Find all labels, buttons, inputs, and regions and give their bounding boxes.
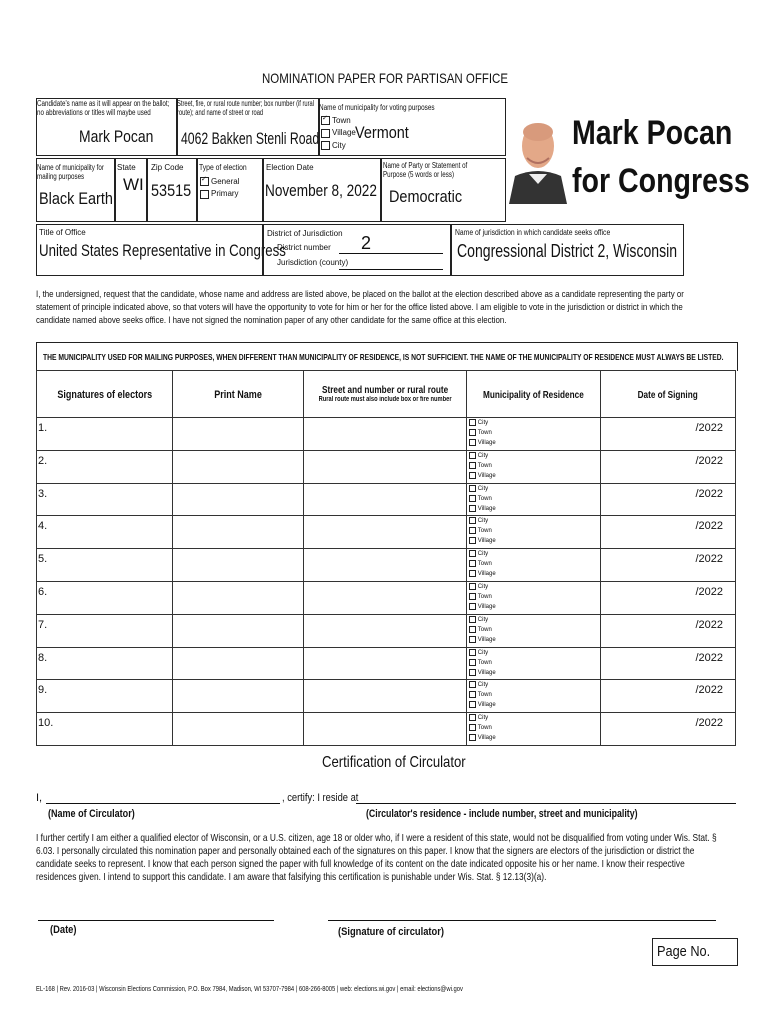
circulator-name-line[interactable] — [46, 803, 280, 804]
signatures-table — [36, 370, 736, 746]
table-row — [37, 680, 736, 713]
date-suffix: /2022 — [695, 553, 723, 566]
date-cell[interactable] — [601, 581, 736, 614]
table-row — [37, 418, 736, 451]
signature-line[interactable] — [328, 920, 716, 921]
campaign-line-1: Mark Pocan — [572, 114, 733, 152]
district-number-label: District number — [277, 243, 331, 252]
table-header-row — [37, 371, 736, 418]
warning-text: THE MUNICIPALITY USED FOR MAILING PURPOSES, WHEN DIFFERENT THAN MUNICIPALITY OF RESIDENCE, IS NOT SUFFICIENT. THE NAME OF THE MUNICIPALITY OF RESIDENCE MUST ALWAYS BE LISTED. — [43, 352, 724, 362]
city-checkbox[interactable] — [469, 714, 476, 721]
muni-option-village[interactable]: Village — [469, 700, 600, 710]
village-checkbox[interactable] — [469, 505, 476, 512]
table-row — [37, 581, 736, 614]
village-checkbox[interactable] — [469, 636, 476, 643]
row-number: 10. — [38, 717, 54, 730]
muni-option-city[interactable]: City — [469, 484, 600, 494]
municipality-cell — [466, 581, 600, 614]
jurisdiction-label: Name of jurisdiction in which candidate seeks office — [455, 228, 611, 237]
town-checkbox[interactable] — [469, 691, 476, 698]
village-checkbox[interactable] — [469, 603, 476, 610]
row-number: 2. — [38, 454, 48, 467]
row-number: 7. — [38, 618, 48, 631]
zip-value[interactable]: 53515 — [151, 181, 192, 200]
row-number: 1. — [38, 422, 48, 434]
date-suffix: /2022 — [695, 520, 723, 533]
muni-option-village[interactable]: Village — [469, 471, 600, 481]
muni-option-village[interactable]: Village — [469, 536, 600, 546]
row-number: 3. — [38, 487, 48, 500]
signature-cell[interactable] — [37, 581, 173, 614]
header-street: Street and number or rural route Rural route must also include box or fire number — [303, 371, 466, 418]
village-checkbox[interactable] — [469, 472, 476, 479]
district-label: District of Jurisdiction — [267, 229, 343, 238]
date-suffix: /2022 — [695, 422, 723, 434]
table-row — [37, 450, 736, 483]
election-type-box — [196, 158, 264, 222]
muni-option-town[interactable]: Town — [469, 461, 600, 471]
muni-option-city[interactable]: City — [469, 680, 600, 690]
header-street-sub: Rural route must also include box or fire number — [318, 396, 452, 403]
street-label: Street, fire, or rural route number; box number (if rural route); and name of street or road — [177, 99, 315, 117]
district-number-line — [339, 253, 443, 254]
town-checkbox[interactable] — [469, 659, 476, 666]
office-box — [36, 224, 286, 276]
municipality-cell — [466, 549, 600, 582]
election-type-label: Type of election — [199, 163, 247, 172]
muni-option-city[interactable]: City — [469, 615, 600, 625]
print-name-cell[interactable] — [173, 614, 303, 647]
jurisdiction-value[interactable]: Congressional District 2, Wisconsin — [457, 241, 678, 261]
muni-option-city[interactable]: City — [469, 713, 600, 723]
zip-box — [146, 158, 198, 222]
jurisdiction-box — [450, 224, 684, 276]
muni-town-option[interactable]: ✓Town — [321, 116, 356, 125]
row-number: 8. — [38, 651, 48, 664]
town-checkbox[interactable] — [469, 429, 476, 436]
street-cell[interactable] — [303, 581, 466, 614]
village-checkbox[interactable] — [469, 570, 476, 577]
muni-option-town[interactable]: Town — [469, 625, 600, 635]
date-label: (Date) — [50, 924, 77, 936]
row-number: 9. — [38, 684, 48, 697]
mailing-box — [36, 158, 116, 222]
state-value[interactable]: WI — [123, 175, 144, 194]
print-name-cell[interactable] — [173, 418, 303, 451]
state-box — [114, 158, 148, 222]
row-number: 4. — [38, 520, 48, 533]
street-cell[interactable] — [303, 549, 466, 582]
village-checkbox[interactable] — [469, 439, 476, 446]
muni-option-town[interactable]: Town — [469, 690, 600, 700]
muni-option-village[interactable]: Village — [469, 438, 600, 448]
signature-cell[interactable] — [37, 549, 173, 582]
print-name-cell[interactable] — [173, 680, 303, 713]
header-municipality: Municipality of Residence — [466, 371, 600, 418]
date-suffix: /2022 — [695, 585, 723, 598]
muni-option-city[interactable]: City — [469, 451, 600, 461]
name-of-circulator-label: (Name of Circulator) — [48, 808, 135, 820]
election-date-box — [262, 158, 382, 222]
town-checkbox[interactable] — [469, 593, 476, 600]
print-name-cell[interactable] — [173, 581, 303, 614]
office-value[interactable]: United States Representative in Congress — [39, 241, 286, 260]
street-cell[interactable] — [303, 713, 466, 746]
certification-body: I further certify I am either a qualified elector of Wisconsin, or a U.S. citizen, age 18 or older who, if I were a resident of this state, would not be disqualified from voting under Wis. Stat. § 6.03. I personally circulated this nomination paper and personally obtained each of the signatures on this paper. I know that the signers are electors of the jurisdiction or district the candidate seeks to represent. I know that each person signed the paper with full knowledge of its content on the date indicated opposite his or her name. I know their respective residences given. I intend to support this candidate. I am aware that falsifying this certification is punishable under Wis. Stat. § 12.13(3)(a). — [36, 832, 717, 883]
county-line — [339, 269, 443, 270]
muni-option-town[interactable]: Town — [469, 494, 600, 504]
county-label: Jurisdiction (county) — [277, 258, 349, 267]
date-cell[interactable] — [601, 418, 736, 451]
print-name-cell[interactable] — [173, 549, 303, 582]
signature-cell[interactable] — [37, 483, 173, 516]
general-option[interactable]: ✓General — [200, 177, 239, 186]
city-checkbox[interactable] — [321, 141, 330, 150]
muni-option-village[interactable]: Village — [469, 668, 600, 678]
town-checkbox[interactable] — [469, 724, 476, 731]
print-name-cell[interactable] — [173, 450, 303, 483]
date-cell[interactable] — [601, 450, 736, 483]
city-checkbox[interactable] — [469, 649, 476, 656]
date-cell[interactable] — [601, 647, 736, 680]
print-name-cell[interactable] — [173, 516, 303, 549]
header-date: Date of Signing — [601, 371, 736, 418]
row-number: 6. — [38, 585, 48, 598]
village-checkbox[interactable] — [469, 669, 476, 676]
cert-i-label: I, — [36, 792, 43, 804]
street-cell[interactable] — [303, 614, 466, 647]
city-checkbox[interactable] — [469, 452, 476, 459]
circulator-residence-label: (Circulator's residence - include number, street and municipality) — [366, 808, 638, 820]
street-cell[interactable] — [303, 647, 466, 680]
date-cell[interactable] — [601, 614, 736, 647]
table-row — [37, 516, 736, 549]
candidate-name-value[interactable]: Mark Pocan — [79, 127, 154, 146]
municipality-value[interactable]: Vermont — [355, 123, 409, 142]
candidate-name-label: Candidate's name as it will appear on the ballot; no abbreviations or titles will maybe used — [37, 99, 170, 117]
footer-text: EL-168 | Rev. 2016-03 | Wisconsin Elections Commission, P.O. Box 7984, Madison, WI 53707-7984 | 608-266-8005 | web: elections.wi.gov | email: elections@wi.gov — [36, 984, 463, 993]
muni-option-village[interactable]: Village — [469, 602, 600, 612]
town-checkbox[interactable] — [321, 116, 330, 125]
warning-banner — [36, 342, 738, 371]
signature-cell[interactable] — [37, 647, 173, 680]
village-checkbox[interactable] — [469, 701, 476, 708]
muni-option-village[interactable]: Village — [469, 504, 600, 514]
candidate-photo — [507, 104, 569, 204]
mailing-value[interactable]: Black Earth — [39, 189, 113, 208]
date-suffix: /2022 — [695, 618, 723, 631]
municipality-cell — [466, 418, 600, 451]
party-value[interactable]: Democratic — [389, 187, 463, 206]
muni-option-town[interactable]: Town — [469, 526, 600, 536]
date-cell[interactable] — [601, 680, 736, 713]
office-label: Title of Office — [39, 228, 86, 237]
street-cell[interactable] — [303, 450, 466, 483]
street-cell[interactable] — [303, 418, 466, 451]
signature-cell[interactable] — [37, 418, 173, 451]
muni-option-city[interactable]: City — [469, 516, 600, 526]
table-row — [37, 549, 736, 582]
muni-option-town[interactable]: Town — [469, 428, 600, 438]
print-name-cell[interactable] — [173, 647, 303, 680]
city-checkbox[interactable] — [469, 550, 476, 557]
muni-option-city[interactable]: City — [469, 549, 600, 559]
state-label: State — [117, 163, 136, 172]
table-row — [37, 483, 736, 516]
municipality-cell — [466, 516, 600, 549]
muni-village-option[interactable]: Village — [321, 128, 356, 137]
election-date-label: Election Date — [266, 163, 314, 172]
date-cell[interactable] — [601, 516, 736, 549]
city-checkbox[interactable] — [469, 517, 476, 524]
row-number: 5. — [38, 553, 48, 566]
muni-city-option[interactable]: City — [321, 141, 356, 150]
header-print-name: Print Name — [173, 371, 303, 418]
town-checkbox[interactable] — [469, 560, 476, 567]
zip-label: Zip Code — [151, 163, 184, 172]
municipality-cell — [466, 647, 600, 680]
date-cell[interactable] — [601, 483, 736, 516]
signature-label: (Signature of circulator) — [338, 926, 444, 938]
signature-cell[interactable] — [37, 680, 173, 713]
village-checkbox[interactable] — [469, 537, 476, 544]
mailing-label: Name of municipality for mailing purposes — [37, 163, 104, 181]
town-checkbox[interactable] — [469, 527, 476, 534]
street-cell[interactable] — [303, 680, 466, 713]
muni-option-town[interactable]: Town — [469, 559, 600, 569]
campaign-line-2: for Congress — [572, 162, 750, 200]
signature-cell[interactable] — [37, 516, 173, 549]
page-number-label: Page No. — [657, 943, 711, 960]
table-row — [37, 647, 736, 680]
certification-title: Certification of Circulator — [322, 754, 466, 771]
city-checkbox[interactable] — [469, 583, 476, 590]
muni-option-town[interactable]: Town — [469, 658, 600, 668]
municipality-box — [318, 98, 506, 156]
signature-cell[interactable] — [37, 614, 173, 647]
city-checkbox[interactable] — [469, 419, 476, 426]
header-signatures: Signatures of electors — [37, 371, 173, 418]
date-line[interactable] — [38, 920, 274, 921]
district-box — [262, 224, 452, 276]
district-number-value[interactable]: 2 — [361, 233, 372, 253]
general-checkbox[interactable] — [200, 177, 209, 186]
city-checkbox[interactable] — [469, 681, 476, 688]
muni-option-town[interactable]: Town — [469, 592, 600, 602]
municipality-cell — [466, 614, 600, 647]
municipality-cell — [466, 450, 600, 483]
muni-option-city[interactable]: City — [469, 418, 600, 428]
date-suffix: /2022 — [695, 487, 723, 500]
city-checkbox[interactable] — [469, 616, 476, 623]
table-row — [37, 713, 736, 746]
street-cell[interactable] — [303, 516, 466, 549]
party-label: Name of Party or Statement of Purpose (5 words or less) — [383, 161, 468, 179]
signature-cell[interactable] — [37, 450, 173, 483]
village-checkbox[interactable] — [469, 734, 476, 741]
muni-option-village[interactable]: Village — [469, 733, 600, 743]
muni-option-city[interactable]: City — [469, 648, 600, 658]
date-suffix: /2022 — [695, 717, 723, 730]
date-cell[interactable] — [601, 713, 736, 746]
print-name-cell[interactable] — [173, 483, 303, 516]
muni-option-village[interactable]: Village — [469, 635, 600, 645]
date-suffix: /2022 — [695, 651, 723, 664]
party-box — [380, 158, 506, 222]
muni-option-city[interactable]: City — [469, 582, 600, 592]
request-paragraph: I, the undersigned, request that the candidate, whose name and address are listed above, be placed on the ballot at the election described above as a candidate representing the party or statement of principle indicated above, so that voters will have the opportunity to vote for him or her for the office listed above. I am eligible to vote in the jurisdiction or district in which the candidate named above seeks office. I have not signed the nomination paper of any other candidate for the same office at this election. — [36, 289, 684, 326]
village-checkbox[interactable] — [321, 129, 330, 138]
street-cell[interactable] — [303, 483, 466, 516]
town-checkbox[interactable] — [469, 462, 476, 469]
signature-cell[interactable] — [37, 713, 173, 746]
date-suffix: /2022 — [695, 454, 723, 467]
form-title: NOMINATION PAPER FOR PARTISAN OFFICE — [262, 70, 508, 86]
city-checkbox[interactable] — [469, 485, 476, 492]
municipality-label: Name of municipality for voting purposes — [319, 103, 435, 112]
primary-option[interactable]: Primary — [200, 189, 239, 198]
page-number-box[interactable] — [652, 938, 738, 966]
muni-option-town[interactable]: Town — [469, 723, 600, 733]
muni-option-village[interactable]: Village — [469, 569, 600, 579]
candidate-name-box — [36, 98, 178, 156]
date-suffix: /2022 — [695, 684, 723, 697]
municipality-cell — [466, 680, 600, 713]
town-checkbox[interactable] — [469, 626, 476, 633]
print-name-cell[interactable] — [173, 713, 303, 746]
municipality-cell — [466, 483, 600, 516]
street-box — [176, 98, 320, 156]
date-cell[interactable] — [601, 549, 736, 582]
circulator-residence-line[interactable] — [356, 803, 736, 804]
election-date-value[interactable]: November 8, 2022 — [265, 181, 377, 200]
table-row — [37, 614, 736, 647]
primary-checkbox[interactable] — [200, 190, 209, 199]
cert-reside-label: , certify: I reside at — [282, 792, 359, 804]
municipality-cell — [466, 713, 600, 746]
street-value[interactable]: 4062 Bakken Stenli Road — [181, 129, 320, 148]
town-checkbox[interactable] — [469, 495, 476, 502]
